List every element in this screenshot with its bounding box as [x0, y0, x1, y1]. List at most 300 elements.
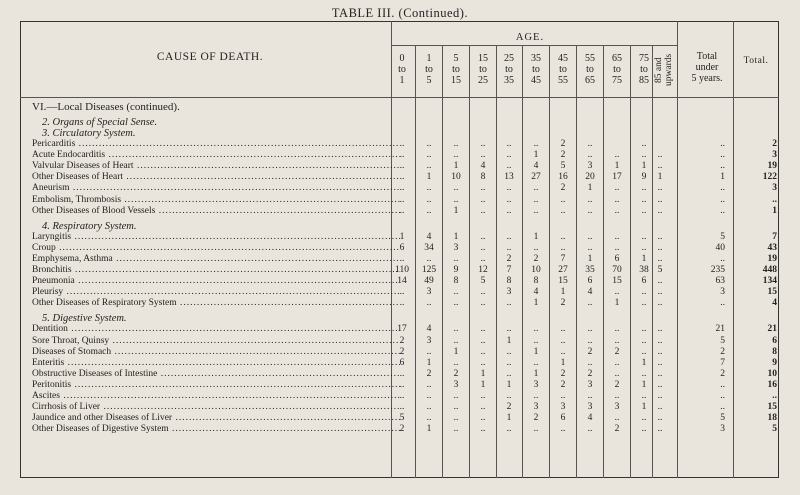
age-cell: ..: [614, 205, 620, 216]
age-cell: ..: [506, 368, 512, 379]
age-cell: 6: [399, 357, 405, 368]
age-cell: ..: [480, 391, 486, 401]
total-cell: 10: [767, 368, 777, 379]
age-cell: 4: [587, 413, 593, 424]
age-cell: ..: [453, 150, 459, 161]
age-cell: ..: [614, 357, 620, 368]
age-cell: ..: [657, 424, 663, 435]
age-cell: ..: [587, 324, 593, 335]
table-row: [20, 243, 779, 254]
age-cell: ..: [657, 413, 663, 424]
age-cell: 17: [612, 172, 622, 183]
age-cell: ..: [480, 324, 486, 335]
age-cell: 125: [421, 265, 437, 275]
age-cell: ..: [614, 183, 620, 194]
age-cell: ..: [506, 324, 512, 335]
table-row: [20, 232, 779, 243]
age-cell: ..: [399, 183, 405, 194]
under5-cell: ..: [720, 391, 725, 401]
age-cell: ..: [657, 150, 663, 161]
age-band-header: 15: [478, 53, 488, 64]
cause-cell: Jaundice and other Diseases of Liver .....: [32, 413, 400, 424]
age-cell: 5: [657, 265, 663, 275]
total-cell: 5: [772, 424, 777, 435]
total-cell: 3: [772, 150, 777, 161]
cause-cell: Diseases of Stomach .....: [32, 347, 400, 358]
table-row: [20, 206, 779, 217]
age-cell: 2: [560, 298, 566, 309]
age-cell: 2: [533, 413, 539, 424]
age-cell: ..: [587, 194, 593, 205]
under5-cell: ..: [720, 253, 725, 264]
age-cell: 4: [533, 287, 539, 298]
age-cell: 2: [399, 335, 405, 346]
age-cell: ..: [657, 391, 663, 401]
age-cell: 1: [587, 253, 593, 264]
total-cell: 8: [772, 346, 777, 357]
age-cell: ..: [426, 161, 432, 172]
age-cell: ..: [641, 183, 647, 194]
age-cell: ..: [641, 298, 647, 309]
age-cell: ..: [506, 205, 512, 216]
under5-cell: 3: [720, 287, 725, 298]
age-cell: 1: [533, 346, 539, 357]
age-cell: ..: [399, 402, 405, 413]
age-cell: ..: [587, 242, 593, 253]
age-cell: ..: [453, 139, 459, 149]
age-cell: ..: [453, 402, 459, 413]
age-cell: ..: [506, 357, 512, 368]
age-cell: ..: [480, 139, 486, 149]
age-cell: 10: [451, 172, 461, 183]
age-cell: 3: [587, 402, 593, 413]
under5-cell: 1: [720, 172, 725, 183]
age-cell: ..: [426, 139, 432, 149]
section-heading: VI.—Local Diseases (continued).: [32, 101, 180, 113]
under5-cell: ..: [720, 298, 725, 309]
age-cell: ..: [533, 194, 539, 205]
age-cell: 1: [426, 357, 432, 368]
cause-cell: Other Diseases of Digestive System .....: [32, 424, 400, 435]
age-cell: ..: [614, 335, 620, 346]
age-cell: ..: [657, 231, 663, 242]
age-cell: ..: [480, 183, 486, 194]
age-cell: 49: [424, 276, 434, 287]
age-cell: ..: [426, 298, 432, 309]
age-cell: 27: [531, 172, 541, 183]
age-cell: 1: [506, 379, 512, 390]
total-cell: 9: [772, 357, 777, 368]
cause-cell: Pericarditis .....: [32, 139, 400, 150]
age-cell: ..: [453, 413, 459, 424]
age-band-header: 55: [585, 53, 595, 64]
age-cell: ..: [641, 391, 647, 401]
age-cell: 2: [614, 379, 620, 390]
age-cell: ..: [399, 298, 405, 309]
age-cell: 1: [533, 368, 539, 379]
subsection-heading: 2. Organs of Special Sense.: [42, 117, 158, 128]
age-cell: ..: [399, 253, 405, 264]
age-cell: ..: [657, 346, 663, 357]
age-band-header: to: [425, 64, 433, 75]
age-cell: ..: [506, 346, 512, 357]
age-cell: ..: [480, 346, 486, 357]
age-cell: 1: [641, 253, 647, 264]
under5-cell: 2: [720, 346, 725, 357]
age-cell: ..: [657, 183, 663, 194]
age-cell: ..: [399, 379, 405, 390]
age-cell: 1: [641, 402, 647, 413]
age-cell: ..: [399, 287, 405, 298]
age-cell: 2: [533, 253, 539, 264]
age-cell: 8: [506, 276, 512, 287]
age-cell: ..: [426, 391, 432, 401]
age-cell: 2: [560, 368, 566, 379]
under5-cell: 5: [720, 413, 725, 424]
age-cell: ..: [399, 391, 405, 401]
table-row: [20, 172, 779, 183]
cause-cell: Pneumonia .....: [32, 276, 400, 287]
age-cell: 110: [395, 265, 409, 275]
age-cell: 1: [506, 413, 512, 424]
age-cell: ..: [426, 253, 432, 264]
age-band-header: 85: [639, 75, 649, 86]
age-cell: ..: [641, 194, 647, 205]
age-cell: 70: [612, 265, 622, 275]
age-cell: ..: [453, 357, 459, 368]
age-cell: ..: [614, 287, 620, 298]
upwards-header: 85 and upwards: [654, 53, 674, 87]
age-cell: ..: [560, 335, 566, 346]
age-band-header: to: [640, 64, 648, 75]
under5-cell: ..: [720, 205, 725, 216]
age-cell: ..: [614, 231, 620, 242]
cause-cell: Acute Endocarditis .....: [32, 150, 400, 161]
age-cell: ..: [533, 242, 539, 253]
age-cell: 1: [587, 183, 593, 194]
under5-cell: 63: [715, 276, 725, 287]
age-cell: ..: [657, 368, 663, 379]
age-cell: 34: [424, 242, 434, 253]
age-band-header: 0: [399, 53, 405, 64]
age-header: AGE.: [515, 32, 545, 43]
age-cell: ..: [587, 357, 593, 368]
age-cell: 1: [560, 357, 566, 368]
age-cell: ..: [506, 298, 512, 309]
age-cell: 17: [397, 324, 407, 335]
subsection-heading: 4. Respiratory System.: [42, 220, 137, 232]
age-cell: ..: [560, 424, 566, 435]
cause-cell: Bronchitis .....: [32, 265, 400, 276]
age-cell: ..: [657, 276, 663, 287]
age-band-header: 25: [478, 75, 488, 86]
table-row: [20, 336, 779, 347]
age-cell: ..: [533, 424, 539, 435]
cause-cell: Other Diseases of Blood Vessels .....: [32, 206, 400, 217]
age-cell: 4: [533, 161, 539, 172]
header-rule: [20, 97, 779, 98]
age-cell: 6: [641, 276, 647, 287]
age-band-header: to: [532, 64, 540, 75]
age-cell: 7: [560, 253, 566, 264]
age-band-header: 1: [399, 75, 405, 86]
age-band-header: 75: [612, 75, 622, 86]
age-cell: 14: [397, 276, 407, 287]
age-cell: 27: [558, 265, 568, 275]
age-cell: 3: [453, 379, 459, 390]
age-cell: ..: [480, 357, 486, 368]
cause-cell: Other Diseases of Respiratory System .....: [32, 298, 400, 309]
age-cell: ..: [480, 298, 486, 309]
age-cell: ..: [506, 231, 512, 242]
age-cell: 1: [533, 231, 539, 242]
age-cell: 8: [453, 276, 459, 287]
age-cell: 6: [587, 276, 593, 287]
age-cell: ..: [453, 253, 459, 264]
age-band-header: 15: [451, 75, 461, 86]
table-row: [20, 413, 779, 424]
age-cell: ..: [657, 194, 663, 205]
age-cell: 2: [453, 368, 459, 379]
under5-cell: ..: [720, 194, 725, 205]
age-cell: ..: [614, 413, 620, 424]
total-cell: 15: [767, 287, 777, 298]
table-row: [20, 369, 779, 380]
age-cell: ..: [533, 324, 539, 335]
age-cell: ..: [657, 253, 663, 264]
age-cell: 4: [587, 287, 593, 298]
age-cell: 2: [399, 346, 405, 357]
under5-cell: ..: [720, 183, 725, 194]
age-cell: 6: [614, 253, 620, 264]
cause-cell: Croup .....: [32, 243, 400, 254]
total-cell: 6: [772, 335, 777, 346]
age-cell: ..: [641, 413, 647, 424]
age-cell: 2: [560, 139, 566, 149]
age-cell: 20: [585, 172, 595, 183]
age-cell: ..: [426, 183, 432, 194]
under5-cell: 3: [720, 424, 725, 435]
age-cell: 5: [560, 161, 566, 172]
age-cell: 1: [614, 298, 620, 309]
age-cell: 3: [587, 379, 593, 390]
age-cell: ..: [480, 150, 486, 161]
age-cell: ..: [426, 205, 432, 216]
cause-cell: Sore Throat, Quinsy .....: [32, 336, 400, 347]
total-cell: 21: [767, 324, 777, 335]
age-cell: 1: [657, 172, 663, 183]
age-band-header: 5: [426, 75, 432, 86]
under5-header-l1: Total: [696, 51, 718, 62]
age-cell: ..: [480, 335, 486, 346]
age-cell: 13: [504, 172, 514, 183]
age-cell: 2: [399, 424, 405, 435]
table-row: [20, 265, 779, 276]
age-cell: 16: [558, 172, 568, 183]
age-cell: 5: [399, 413, 405, 424]
age-cell: ..: [587, 139, 593, 149]
age-cell: ..: [560, 391, 566, 401]
age-band-header: 65: [612, 53, 622, 64]
age-cell: 2: [560, 379, 566, 390]
table-row: [20, 380, 779, 391]
age-cell: 2: [560, 183, 566, 194]
age-cell: ..: [587, 150, 593, 161]
age-cell: 3: [426, 335, 432, 346]
age-cell: ..: [533, 357, 539, 368]
age-cell: 2: [614, 346, 620, 357]
total-cell: 43: [767, 242, 777, 253]
age-band-header: 5: [453, 53, 459, 64]
age-cell: ..: [641, 205, 647, 216]
total-cell: 16: [767, 379, 777, 390]
header-rule: [391, 45, 677, 46]
age-band-header: to: [559, 64, 567, 75]
age-cell: 7: [506, 265, 512, 275]
age-cell: 2: [587, 346, 593, 357]
age-cell: 1: [480, 368, 486, 379]
age-cell: 2: [614, 424, 620, 435]
age-cell: 2: [426, 368, 432, 379]
age-cell: 1: [533, 298, 539, 309]
age-cell: 1: [533, 150, 539, 161]
age-band-header: 25: [504, 53, 514, 64]
age-cell: 1: [614, 161, 620, 172]
age-cell: 9: [641, 172, 647, 183]
age-cell: ..: [587, 335, 593, 346]
age-band-header: to: [479, 64, 487, 75]
table-row: [20, 391, 779, 402]
age-band-header: to: [505, 64, 513, 75]
age-cell: 15: [558, 276, 568, 287]
table-row: [20, 324, 779, 335]
age-cell: 9: [453, 265, 459, 275]
under5-cell: 235: [710, 265, 725, 275]
age-cell: ..: [657, 242, 663, 253]
age-cell: 8: [480, 172, 486, 183]
age-cell: ..: [587, 424, 593, 435]
total-cell: 7: [772, 231, 777, 242]
age-cell: ..: [641, 424, 647, 435]
age-cell: 1: [453, 161, 459, 172]
total-cell: 15: [767, 402, 777, 413]
table-title: TABLE III. (Continued).: [331, 6, 469, 20]
age-cell: ..: [453, 298, 459, 309]
age-cell: ..: [480, 242, 486, 253]
age-cell: ..: [426, 402, 432, 413]
age-cell: ..: [506, 242, 512, 253]
cause-cell: Emphysema, Asthma .....: [32, 254, 400, 265]
age-cell: 3: [614, 402, 620, 413]
age-cell: 1: [399, 231, 405, 242]
age-cell: 5: [480, 276, 486, 287]
age-cell: 1: [480, 379, 486, 390]
age-cell: ..: [533, 139, 539, 149]
age-cell: ..: [641, 150, 647, 161]
cause-cell: Ascites .....: [32, 391, 400, 402]
age-cell: ..: [506, 391, 512, 401]
under5-cell: 2: [720, 368, 725, 379]
subsection-heading: 3. Circulatory System.: [42, 128, 136, 139]
table-row: [20, 287, 779, 298]
age-cell: ..: [399, 368, 405, 379]
age-band-header: to: [586, 64, 594, 75]
age-cell: ..: [657, 287, 663, 298]
cause-header: CAUSE OF DEATH.: [156, 51, 264, 63]
age-cell: ..: [614, 242, 620, 253]
table-row: [20, 254, 779, 265]
age-cell: 1: [426, 172, 432, 183]
total-cell: 19: [767, 253, 777, 264]
age-cell: ..: [506, 424, 512, 435]
under5-cell: 40: [715, 242, 725, 253]
age-cell: 1: [641, 161, 647, 172]
age-cell: 3: [533, 379, 539, 390]
under5-cell: 5: [720, 231, 725, 242]
age-cell: ..: [480, 287, 486, 298]
age-cell: ..: [399, 172, 405, 183]
age-cell: 3: [453, 242, 459, 253]
age-cell: ..: [399, 205, 405, 216]
age-band-header: to: [613, 64, 621, 75]
age-cell: 10: [531, 265, 541, 275]
age-cell: ..: [506, 183, 512, 194]
age-cell: ..: [506, 161, 512, 172]
cause-cell: Obstructive Diseases of Intestine .....: [32, 369, 400, 380]
cause-cell: Dentition .....: [32, 324, 400, 335]
age-cell: ..: [641, 335, 647, 346]
cause-cell: Peritonitis .....: [32, 380, 400, 391]
cause-cell: Laryngitis .....: [32, 232, 400, 243]
age-cell: ..: [453, 424, 459, 435]
age-cell: ..: [533, 335, 539, 346]
age-cell: ..: [480, 413, 486, 424]
age-band-header: 45: [558, 53, 568, 64]
age-cell: ..: [533, 183, 539, 194]
age-cell: ..: [614, 368, 620, 379]
age-band-header: 35: [504, 75, 514, 86]
age-cell: ..: [399, 194, 405, 205]
age-cell: ..: [641, 287, 647, 298]
age-cell: ..: [506, 139, 512, 149]
table-row: [20, 424, 779, 435]
age-cell: ..: [480, 253, 486, 264]
table-row: [20, 358, 779, 369]
age-band-header: 35: [531, 53, 541, 64]
total-cell: 2: [772, 139, 777, 149]
total-cell: 19: [767, 161, 777, 172]
age-cell: ..: [614, 324, 620, 335]
table-row: [20, 161, 779, 172]
age-cell: ..: [657, 324, 663, 335]
age-cell: ..: [614, 391, 620, 401]
age-cell: 1: [641, 379, 647, 390]
age-cell: ..: [399, 150, 405, 161]
age-cell: 3: [506, 287, 512, 298]
age-cell: 35: [585, 265, 595, 275]
age-cell: 1: [453, 231, 459, 242]
age-cell: ..: [426, 346, 432, 357]
total-cell: 448: [762, 265, 777, 275]
age-cell: ..: [480, 194, 486, 205]
age-cell: ..: [399, 139, 405, 149]
age-cell: ..: [560, 194, 566, 205]
age-cell: 4: [426, 324, 432, 335]
age-cell: 3: [560, 402, 566, 413]
age-cell: 2: [587, 368, 593, 379]
age-cell: ..: [641, 231, 647, 242]
age-cell: ..: [399, 161, 405, 172]
